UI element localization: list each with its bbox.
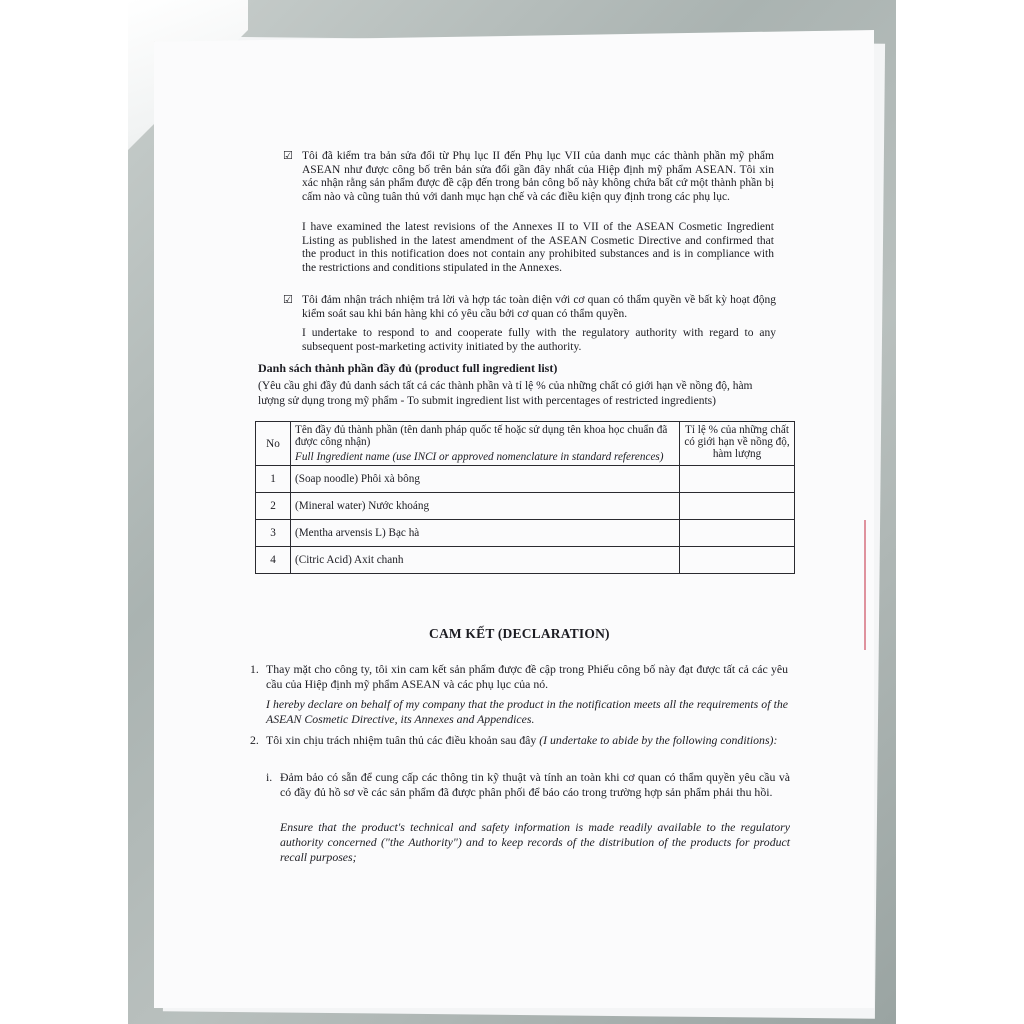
item-1-number: 1.	[250, 662, 259, 676]
row-pct	[680, 493, 795, 520]
checked-box-icon: ☑	[283, 293, 293, 306]
item-2-text	[266, 733, 788, 748]
row-name: (Mineral water) Nước khoáng	[291, 493, 680, 520]
item-i-english: Ensure that the product's technical and safety information is made readily available to the regulatory authority concerned ("the Authority") and to keep records of the distribution of the products for product recall purposes;	[280, 820, 790, 864]
item-i-number: i.	[266, 770, 273, 784]
row-pct	[680, 520, 795, 547]
row-name: (Soap noodle) Phôi xà bông	[291, 466, 680, 493]
table-row	[256, 466, 795, 493]
row-no: 2	[256, 493, 291, 520]
check1-vietnamese: Tôi đã kiểm tra bản sửa đổi từ Phụ lục II đến Phụ lục VII của danh mục các thành phần mỹ phẩm ASEAN như được công bố trên bản sửa đổi gần đây nhất của Hiệp định mỹ phẩm ASEAN. Tôi xin xác nhận rằng sản phẩm được đề cập đến trong bản công bố này không chứa bất cứ một thành phần bị cấm nào và cũng tuân thủ với danh mục hạn chế và các điều kiện quy định trong các phụ lục.	[302, 150, 774, 203]
checked-box-icon: ☑	[283, 149, 293, 162]
table-row	[256, 520, 795, 547]
declaration-title: CAM KẾT (DECLARATION)	[429, 626, 610, 641]
row-no: 4	[256, 547, 291, 574]
row-no: 1	[256, 466, 291, 493]
row-pct	[680, 466, 795, 493]
check1-english: I have examined the latest revisions of the Annexes II to VII of the ASEAN Cosmetic Ingredient Listing as published in the latest amendment of the ASEAN Cosmetic Directive and confirmed that the product in this notification does not contain any prohibited substances and is in compliance with the restrictions and conditions stipulated in the Annexes.	[302, 221, 774, 274]
red-stamp-edge	[844, 520, 866, 650]
item-2-number: 2.	[250, 733, 259, 747]
item-1-vietnamese: Thay mặt cho công ty, tôi xin cam kết sản phẩm được đề cập trong Phiếu công bố này đạt được tất cả các yêu cầu của Hiệp định mỹ phẩm ASEAN và các phụ lục của nó.	[266, 662, 788, 691]
row-name: (Citric Acid) Axit chanh	[291, 547, 680, 574]
table-row	[256, 493, 795, 520]
row-no: 3	[256, 520, 291, 547]
row-name: (Mentha arvensis L) Bạc hà	[291, 520, 680, 547]
check2-vietnamese: Tôi đảm nhận trách nhiệm trả lời và hợp tác toàn diện với cơ quan có thẩm quyền về bất kỳ hoạt động kiểm soát sau khi bán hàng khi có yêu cầu bởi cơ quan có thẩm quyền.	[302, 294, 776, 320]
check2-english: I undertake to respond to and cooperate fully with the regulatory authority with regard to any subsequent post-marketing activity initiated by the authority.	[302, 327, 776, 353]
ingredient-list-heading: Danh sách thành phần đầy đủ (product full ingredient list)	[258, 361, 558, 375]
col-name-vi: Tên đầy đủ thành phần (tên danh pháp quốc tế hoặc sử dụng tên khoa học chuẩn đã được công nhận)	[295, 424, 668, 448]
col-pct-header: Tỉ lệ % của những chất có giới hạn về nồng độ, hàm lượng	[680, 422, 795, 466]
col-name-en: Full Ingredient name (use INCI or approved nomenclature in standard references)	[295, 451, 664, 463]
item-2-vietnamese: Tôi xin chịu trách nhiệm tuân thủ các điều khoản sau đây	[266, 733, 537, 747]
item-2-english: (I undertake to abide by the following conditions):	[539, 733, 778, 747]
table-header-row	[256, 422, 795, 466]
ingredient-list-note: (Yêu cầu ghi đầy đủ danh sách tất cả các thành phần và tỉ lệ % của những chất có giới hạn về nồng độ, hàm lượng sử dụng trong mỹ phẩm - To submit ingredient list with percentages of restricted ingredients)	[258, 380, 753, 407]
table-row	[256, 547, 795, 574]
ingredient-table	[255, 421, 795, 574]
col-no-header: No	[256, 422, 291, 466]
row-pct	[680, 547, 795, 574]
item-i-vietnamese: Đảm bảo có sẵn để cung cấp các thông tin kỹ thuật và tính an toàn khi cơ quan có thẩm quyền yêu cầu và có đầy đủ hồ sơ về các sản phẩm đã được phân phối để báo cáo trong trường hợp sản phẩm phải thu hồi.	[280, 770, 790, 799]
col-name-header	[291, 422, 680, 466]
item-1-english: I hereby declare on behalf of my company that the product in the notification meets all the requirements of the ASEAN Cosmetic Directive, its Annexes and Appendices.	[266, 697, 788, 726]
